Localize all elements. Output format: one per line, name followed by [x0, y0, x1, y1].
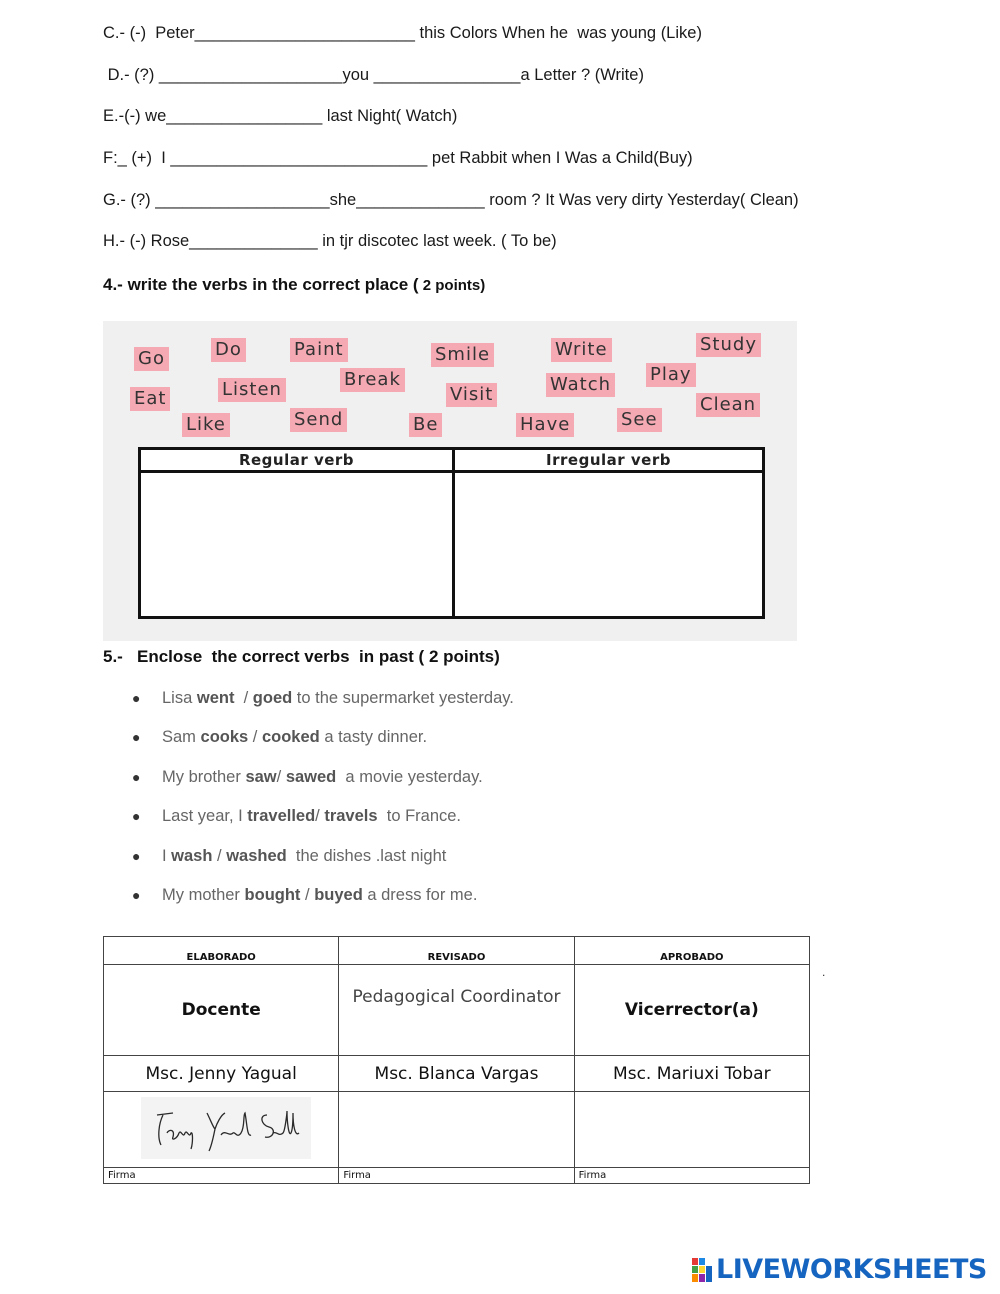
- verb-chip[interactable]: Do: [211, 338, 246, 362]
- exercise-line-h: H.- (-) Rose______________ in tjr discotec last week. ( To be): [103, 232, 557, 250]
- header-aprobado: APROBADO: [574, 937, 809, 965]
- verb-chip[interactable]: Break: [340, 368, 405, 392]
- exercise-line-f: F:_ (+) I ____________________________ pet Rabbit when I Was a Child(Buy): [103, 149, 693, 167]
- exercise-line-e: E.-(-) we_________________ last Night( Watch): [103, 107, 458, 125]
- logo-text: LIVEWORKSHEETS: [716, 1254, 987, 1285]
- list-item: ● Sam cooks / cooked a tasty dinner.: [130, 723, 514, 762]
- exercise-line-c: C.- (-) Peter________________________ this Colors When he was young (Like): [103, 24, 702, 42]
- irregular-verb-column[interactable]: [455, 450, 762, 616]
- signature-cell-empty: [339, 1092, 574, 1168]
- role-coordinator: Pedagogical Coordinator: [339, 965, 574, 1056]
- approval-table: [103, 936, 810, 1184]
- verb-chip[interactable]: Paint: [290, 338, 348, 362]
- verb-chip[interactable]: Go: [134, 347, 169, 371]
- verb-chip[interactable]: Smile: [431, 343, 494, 367]
- verb-chip[interactable]: Visit: [446, 383, 497, 407]
- list-item: ● Last year, I travelled/ travels to France.: [130, 802, 514, 841]
- verb-option[interactable]: sawed: [285, 767, 337, 786]
- handwritten-signature: [121, 1093, 321, 1163]
- verb-option[interactable]: saw: [245, 767, 277, 786]
- name-revisado: Msc. Blanca Vargas: [339, 1056, 574, 1092]
- bullet-icon: ●: [132, 847, 141, 864]
- past-verb-list: [130, 684, 514, 920]
- name-aprobado: Msc. Mariuxi Tobar: [574, 1056, 809, 1092]
- verb-chip[interactable]: See: [617, 408, 662, 432]
- verb-chip[interactable]: Clean: [696, 393, 760, 417]
- signature-cell: [104, 1092, 339, 1168]
- verb-chip[interactable]: Watch: [546, 373, 615, 397]
- bullet-icon: ●: [132, 729, 141, 746]
- firma-label: Firma: [574, 1168, 809, 1184]
- verb-chip[interactable]: Eat: [130, 387, 170, 411]
- verb-chip[interactable]: Play: [646, 363, 696, 387]
- signature-cell-empty: [574, 1092, 809, 1168]
- verb-chip[interactable]: Have: [516, 413, 574, 437]
- exercise-4-heading: [103, 275, 485, 295]
- verb-sort-table: [138, 447, 765, 619]
- verb-option[interactable]: travelled: [247, 807, 316, 826]
- verb-option[interactable]: cooks: [200, 728, 249, 747]
- verb-sorting-panel: [103, 321, 797, 641]
- exercise-4-number: 4.-: [103, 275, 123, 294]
- list-item: ● I wash / washed the dishes .last night: [130, 842, 514, 881]
- role-vicerrector: Vicerrector(a): [574, 965, 809, 1056]
- list-item: ● Lisa went / goed to the supermarket yesterday.: [130, 684, 514, 723]
- verb-option[interactable]: washed: [226, 846, 287, 865]
- exercise-4-title: write the verbs in the correct place (: [122, 275, 419, 294]
- irregular-verb-header: Irregular verb: [455, 450, 762, 473]
- liveworksheets-logo: [692, 1255, 988, 1285]
- bullet-icon: ●: [132, 808, 141, 825]
- header-revisado: REVISADO: [339, 937, 574, 965]
- header-elaborado: ELABORADO: [104, 937, 339, 965]
- exercise-line-d: D.- (?) ____________________you ________________a Letter ? (Write): [103, 66, 644, 84]
- stray-dot: .: [822, 965, 826, 979]
- verb-option[interactable]: cooked: [261, 728, 320, 747]
- verb-chip[interactable]: Send: [290, 408, 347, 432]
- bullet-icon: ●: [132, 886, 141, 903]
- bullet-icon: ●: [132, 768, 141, 785]
- role-docente: Docente: [104, 965, 339, 1056]
- logo-mark-icon: [692, 1258, 714, 1282]
- verb-option[interactable]: bought: [244, 885, 301, 904]
- verb-option[interactable]: goed: [252, 689, 293, 707]
- verb-option[interactable]: went: [196, 689, 235, 707]
- regular-verb-header: Regular verb: [141, 450, 452, 473]
- exercise-4-points: 2 points): [418, 277, 486, 294]
- regular-verb-column[interactable]: [141, 450, 455, 616]
- verb-option[interactable]: wash: [171, 846, 213, 865]
- verb-chip[interactable]: Write: [551, 338, 612, 362]
- verb-option[interactable]: travels: [324, 807, 378, 826]
- name-elaborado: Msc. Jenny Yagual: [104, 1056, 339, 1092]
- list-item: ● My mother bought / buyed a dress for me.: [130, 881, 514, 920]
- exercise-5-heading: 5.- Enclose the correct verbs in past ( 2 points): [103, 647, 500, 666]
- verb-chip[interactable]: Like: [182, 413, 230, 437]
- verb-chip[interactable]: Listen: [218, 378, 286, 402]
- verb-chip[interactable]: Study: [696, 333, 761, 357]
- list-item: ● My brother saw/ sawed a movie yesterday.: [130, 763, 514, 802]
- firma-label: Firma: [104, 1168, 339, 1184]
- exercise-line-g: G.- (?) ___________________she______________ room ? It Was very dirty Yesterday( Clean): [103, 191, 799, 209]
- verb-option[interactable]: buyed: [314, 885, 363, 904]
- firma-label: Firma: [339, 1168, 574, 1184]
- bullet-icon: ●: [132, 690, 141, 706]
- verb-chip[interactable]: Be: [409, 413, 442, 437]
